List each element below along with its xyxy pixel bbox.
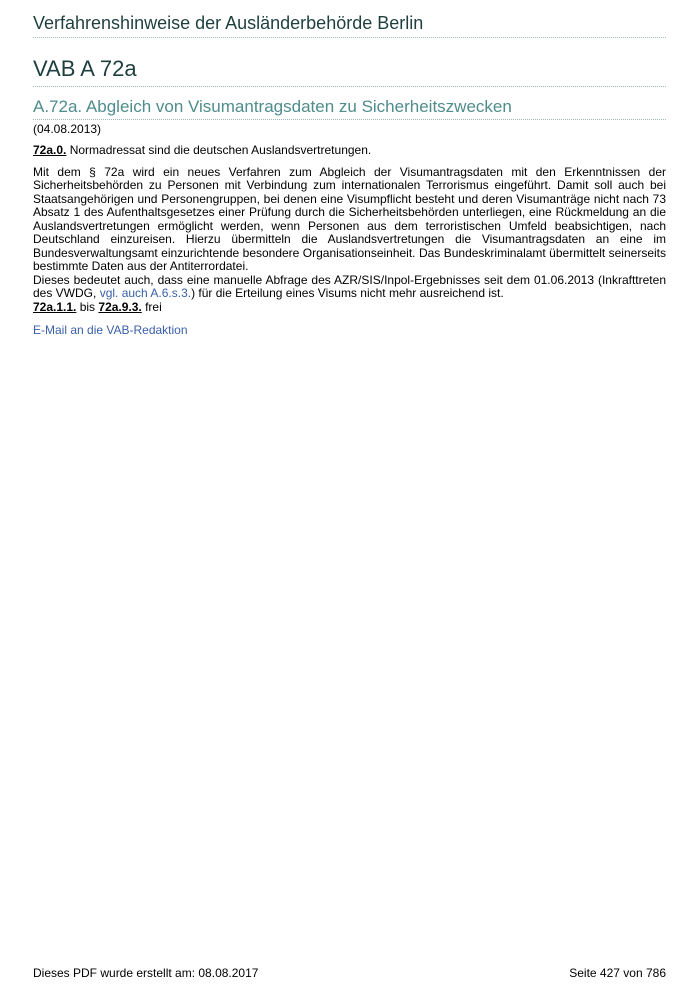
ref-72a-9-3[interactable]: 72a.9.3. (98, 299, 142, 314)
email-vab-redaktion-link[interactable]: E-Mail an die VAB-Redaktion (33, 323, 188, 337)
link-a6s3[interactable]: vgl. auch A.6.s.3. (99, 286, 192, 300)
paragraph-manual-query-text-before: Dieses bedeutet auch, dass eine manuelle Abfrage des AZR/SIS/Inpol-Ergebnisses seit dem 01.06.2013 (Inkrafttreten des VWDG, (33, 272, 666, 300)
paragraph-intro: Mit dem § 72a wird ein neues Verfahren zum Abgleich der Visumantragsdaten mit den Erkenntnissen der Sicherheitsbehörden zu Personen mit Verbindung zum internationalen Terrorismus eingeführt. Damit soll auch bei Staatsangehörigen und Personengruppen, bei denen eine Visumpflicht besteht und deren Visumanträge nicht nach 73 Absatz 1 des Aufenthaltsgesetzes einer Prüfung durch die Sicherheitsbehörden unterliegen, eine Rückmeldung an die Auslandsvertretungen ermöglicht werden, wenn Personen aus dem terroristischen Umfeld beabsichtigen, nach Deutschland einzureisen. Hierzu übermitteln die Auslandsvertretungen die Visumantragsdaten an eine im Bundesverwaltungsamt einzurichtende besondere Organisationseinheit. Das Bundeskriminalamt übermittelt seinerseits bestimmte Daten aus der Antiterrordatei. (33, 164, 666, 273)
page-footer (33, 966, 666, 980)
range-note: frei (141, 299, 162, 314)
paragraph-free-range (33, 301, 666, 315)
paragraph-72a-0-text: Normadressat sind die deutschen Auslandsvertretungen. (66, 143, 372, 157)
site-header: Verfahrenshinweise der Ausländerbehörde Berlin (33, 0, 666, 38)
section-title: A.72a. Abgleich von Visumantragsdaten zu Sicherheitszwecken (33, 96, 666, 120)
ref-72a-1-1[interactable]: 72a.1.1. (33, 299, 77, 314)
section-date: (04.08.2013) (33, 122, 102, 136)
paragraph-manual-query (33, 274, 666, 301)
document-page (33, 0, 666, 337)
vab-title: VAB A 72a (33, 56, 666, 87)
ref-72a-0[interactable]: 72a.0. (33, 143, 67, 157)
range-separator: bis (76, 299, 99, 314)
footer-page-number: Seite 427 von 786 (569, 966, 666, 980)
paragraph-manual-query-text-after: ) für die Erteilung eines Visums nicht mehr ausreichend ist. (191, 286, 504, 300)
footer-created-date: Dieses PDF wurde erstellt am: 08.08.2017 (33, 966, 259, 980)
paragraph-72a-0 (33, 144, 666, 158)
